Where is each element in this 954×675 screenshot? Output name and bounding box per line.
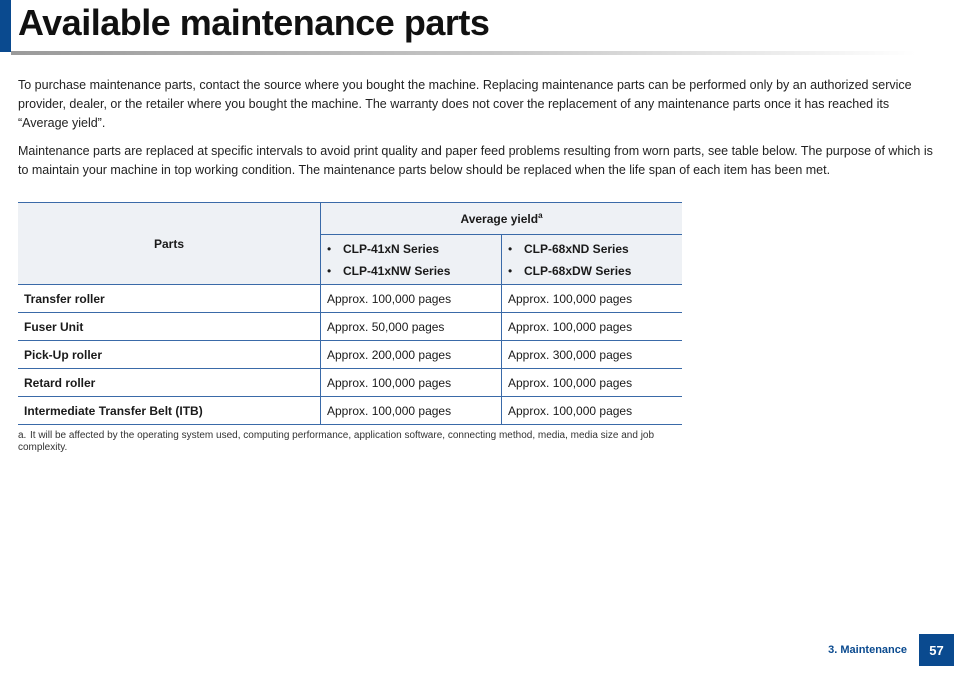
table-row (18, 285, 682, 313)
title-accent-bar (0, 0, 11, 52)
part-name-cell: Pick-Up roller (18, 341, 321, 369)
yield-cell: Approx. 100,000 pages (502, 369, 683, 397)
table-row (18, 341, 682, 369)
part-name-cell: Intermediate Transfer Belt (ITB) (18, 397, 321, 425)
series-item: • CLP-41xN Series (327, 238, 495, 260)
average-yield-label: Average yield (460, 212, 539, 226)
yield-cell: Approx. 100,000 pages (502, 397, 683, 425)
table-row (18, 313, 682, 341)
page-number (919, 634, 954, 666)
table-row (18, 369, 682, 397)
column-header-parts (18, 203, 321, 285)
page-number-text: 57 (929, 642, 944, 658)
yield-cell: Approx. 100,000 pages (502, 285, 683, 313)
yield-cell: Approx. 300,000 pages (502, 341, 683, 369)
series-item: • CLP-68xDW Series (508, 260, 676, 282)
series-item: • CLP-68xND Series (508, 238, 676, 260)
column-header-parts-label: Parts (153, 236, 185, 251)
table-header-row (18, 203, 682, 235)
yield-cell: Approx. 100,000 pages (321, 369, 502, 397)
table-footnote (18, 430, 686, 453)
table-row (18, 397, 682, 425)
footer-section-label: 3. Maintenance (828, 644, 907, 656)
maintenance-parts-table (18, 202, 682, 425)
interval-paragraph: Maintenance parts are replaced at specific intervals to avoid print quality and paper feed problems resulting from worn parts, see table below. The purpose of which is to maintain your machine in top working condition. The maintenance parts below should be replaced when the life span of each item has been met. (18, 144, 933, 177)
footnote-text: It will be affected by the operating system used, computing performance, application software, connecting method, media, media size and job complexity. (18, 430, 655, 453)
part-name-cell: Transfer roller (18, 285, 321, 313)
part-name-cell: Retard roller (18, 369, 321, 397)
yield-cell: Approx. 100,000 pages (321, 397, 502, 425)
yield-cell: Approx. 200,000 pages (321, 341, 502, 369)
footnote-reference: a (538, 211, 543, 220)
part-name-cell: Fuser Unit (18, 313, 321, 341)
title-underline (11, 51, 916, 55)
series-item: • CLP-41xNW Series (327, 260, 495, 282)
yield-cell: Approx. 100,000 pages (321, 285, 502, 313)
footnote-mark: a. (18, 430, 27, 441)
series-group-2 (502, 235, 683, 285)
page-title: Available maintenance parts (18, 2, 490, 43)
yield-cell: Approx. 100,000 pages (502, 313, 683, 341)
intro-paragraph: To purchase maintenance parts, contact the source where you bought the machine. Replacing maintenance parts can be performed only by an authorized service provider, dealer, or the retailer where you bought the machine. The warranty does not cover the replacement of any maintenance parts once it has reached its “Average yield”. (18, 78, 912, 130)
series-group-1 (321, 235, 502, 285)
yield-cell: Approx. 50,000 pages (321, 313, 502, 341)
column-header-average-yield (321, 203, 683, 235)
